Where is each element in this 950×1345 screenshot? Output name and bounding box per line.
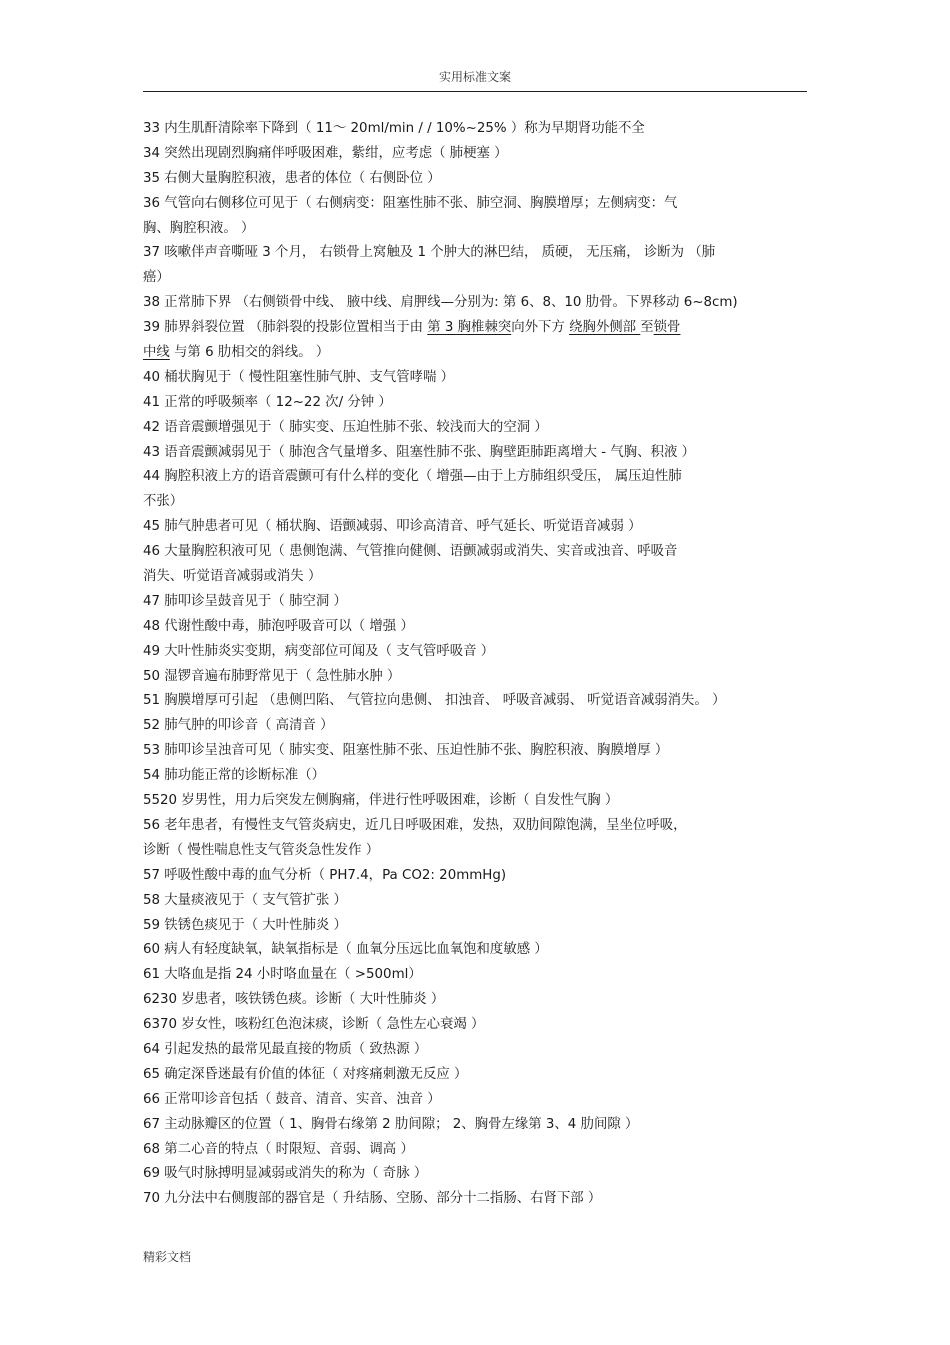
text-line: 34 突然出现剧烈胸痛伴呼吸困难，紫绀，应考虑（ 肺梗塞 ） bbox=[143, 145, 508, 161]
text-line-39b bbox=[143, 341, 809, 366]
underlined-text: 第 3 胸椎棘突 bbox=[427, 320, 512, 336]
text-line: 52 肺气肿的叩诊音（ 高清音 ） bbox=[143, 718, 334, 734]
text-line: 48 代谢性酸中毒，肺泡呼吸音可以（ 增强 ） bbox=[143, 618, 414, 634]
underlined-text: 绕胸外侧部 bbox=[569, 320, 641, 336]
text-line: 51 胸膜增厚可引起 （患侧凹陷、 气管拉向患侧、 扣浊音、 呼吸音减弱、 听觉语音减弱消失。 ） bbox=[143, 693, 726, 709]
text-line-39a bbox=[143, 316, 809, 341]
text-line: 49 大叶性肺炎实变期，病变部位可闻及（ 支气管呼吸音 ） bbox=[143, 643, 495, 659]
text-segment: 向外下方 bbox=[511, 320, 570, 336]
text-line: 59 铁锈色痰见于（ 大叶性肺炎 ） bbox=[143, 917, 347, 933]
header-divider bbox=[143, 91, 807, 92]
text-line: 35 右侧大量胸腔积液，患者的体位（ 右侧卧位 ） bbox=[143, 170, 441, 186]
underlined-text: 中线 bbox=[143, 345, 170, 361]
text-line: 37 咳嗽伴声音嘶哑 3 个月， 右锁骨上窝触及 1 个肿大的淋巴结， 质硬， 无压痛， 诊断为 （肺 bbox=[143, 245, 716, 261]
text-line: 不张） bbox=[143, 494, 184, 510]
underlined-text: 锁骨 bbox=[653, 320, 681, 336]
text-line: 消失、听觉语音减弱或消失 ） bbox=[143, 569, 322, 585]
text-segment: 39 肺界斜裂位置 （肺斜裂的投影位置相当于由 bbox=[143, 320, 428, 336]
text-line: 33 内生肌酐清除率下降到（ 11～ 20ml/min / / 10%~25% ）称为早期肾功能不全 bbox=[143, 121, 645, 136]
text-line: 43 语音震颤减弱见于（ 肺泡含气量增多、阻塞性肺不张、胸壁距肺距离增大 - 气胸、积液 ） bbox=[143, 444, 695, 460]
text-line: 38 正常肺下界 （右侧锁骨中线、 腋中线、肩胛线—分别为: 第 6、8、10 肋骨。下界移动 6~8cm) bbox=[143, 295, 738, 311]
text-line: 68 第二心音的特点（ 时限短、音弱、调高 ） bbox=[143, 1141, 414, 1157]
text-line: 70 九分法中右侧腹部的器官是（ 升结肠、空肠、部分十二指肠、右肾下部 ） bbox=[143, 1191, 602, 1207]
text-line: 67 主动脉瓣区的位置（ 1、胸骨右缘第 2 肋间隙； 2、胸骨左缘第 3、4 肋间隙 ） bbox=[143, 1116, 639, 1132]
text-segment: 至 bbox=[640, 320, 654, 336]
document-body bbox=[143, 117, 809, 1212]
page-footer: 精彩文档 bbox=[143, 1250, 192, 1264]
text-line: 诊断（ 慢性喘息性支气管炎急性发作 ） bbox=[143, 842, 380, 858]
text-line: 58 大量痰液见于（ 支气管扩张 ） bbox=[143, 892, 347, 908]
text-line: 47 肺叩诊呈鼓音见于（ 肺空洞 ） bbox=[143, 593, 347, 609]
text-line: 64 引起发热的最常见最直接的物质（ 致热源 ） bbox=[143, 1041, 428, 1057]
text-line: 60 病人有轻度缺氧，缺氧指标是（ 血氧分压远比血氧饱和度敏感 ） bbox=[143, 942, 548, 958]
text-line: 54 肺功能正常的诊断标准（） bbox=[143, 768, 325, 784]
text-line: 6230 岁患者，咳铁锈色痰。诊断（ 大叶性肺炎 ） bbox=[143, 992, 445, 1008]
text-line: 44 胸腔积液上方的语音震颤可有什么样的变化（ 增强—由于上方肺组织受压， 属压迫性肺 bbox=[143, 469, 682, 485]
text-line: 56 老年患者，有慢性支气管炎病史，近几日呼吸困难，发热，双肋间隙饱满，呈坐位呼吸， bbox=[143, 817, 687, 833]
page-header: 实用标准文案 bbox=[438, 70, 511, 84]
text-line: 36 气管向右侧移位可见于（ 右侧病变：阻塞性肺不张、肺空洞、胸膜增厚；左侧病变：气 bbox=[143, 195, 678, 211]
text-line: 50 湿锣音遍布肺野常见于（ 急性肺水肿 ） bbox=[143, 668, 401, 684]
text-segment: 相交的斜线。 ） bbox=[231, 345, 330, 361]
text-line: 61 大咯血是指 24 小时咯血量在（ >500ml） bbox=[143, 967, 422, 983]
text-line: 6370 岁女性，咳粉红色泡沫痰，诊断（ 急性左心衰竭 ） bbox=[143, 1017, 485, 1033]
text-line: 53 肺叩诊呈浊音可见（ 肺实变、阻塞性肺不张、压迫性肺不张、胸腔积液、胸膜增厚 ） bbox=[143, 743, 669, 759]
text-line: 癌） bbox=[143, 270, 170, 286]
text-segment: 与第 6 肋 bbox=[169, 345, 232, 361]
text-line: 65 确定深昏迷最有价值的体征（ 对疼痛刺激无反应 ） bbox=[143, 1066, 468, 1082]
text-line: 69 吸气时脉搏明显减弱或消失的称为（ 奇脉 ） bbox=[143, 1166, 428, 1182]
text-line: 45 肺气肿患者可见（ 桶状胸、语颤减弱、叩诊高清音、呼气延长、听觉语音减弱 ） bbox=[143, 519, 642, 535]
text-line: 46 大量胸腔积液可见（ 患侧饱满、气管推向健侧、语颤减弱或消失、实音或浊音、呼吸音 bbox=[143, 544, 678, 560]
text-line: 胸、胸腔积液。 ） bbox=[143, 220, 255, 236]
text-line: 41 正常的呼吸频率（ 12~22 次/ 分钟 ） bbox=[143, 394, 392, 410]
text-line: 42 语音震颤增强见于（ 肺实变、压迫性肺不张、较浅而大的空洞 ） bbox=[143, 419, 548, 435]
text-line: 57 呼吸性酸中毒的血气分析（ PH7.4，Pa CO2: 20mmHg) bbox=[143, 867, 507, 883]
text-line: 40 桶状胸见于（ 慢性阻塞性肺气肿、支气管哮喘 ） bbox=[143, 369, 455, 385]
text-line: 66 正常叩诊音包括（ 鼓音、清音、实音、浊音 ） bbox=[143, 1091, 441, 1107]
text-line: 5520 岁男性，用力后突发左侧胸痛，伴进行性呼吸困难，诊断（ 自发性气胸 ） bbox=[143, 793, 619, 809]
